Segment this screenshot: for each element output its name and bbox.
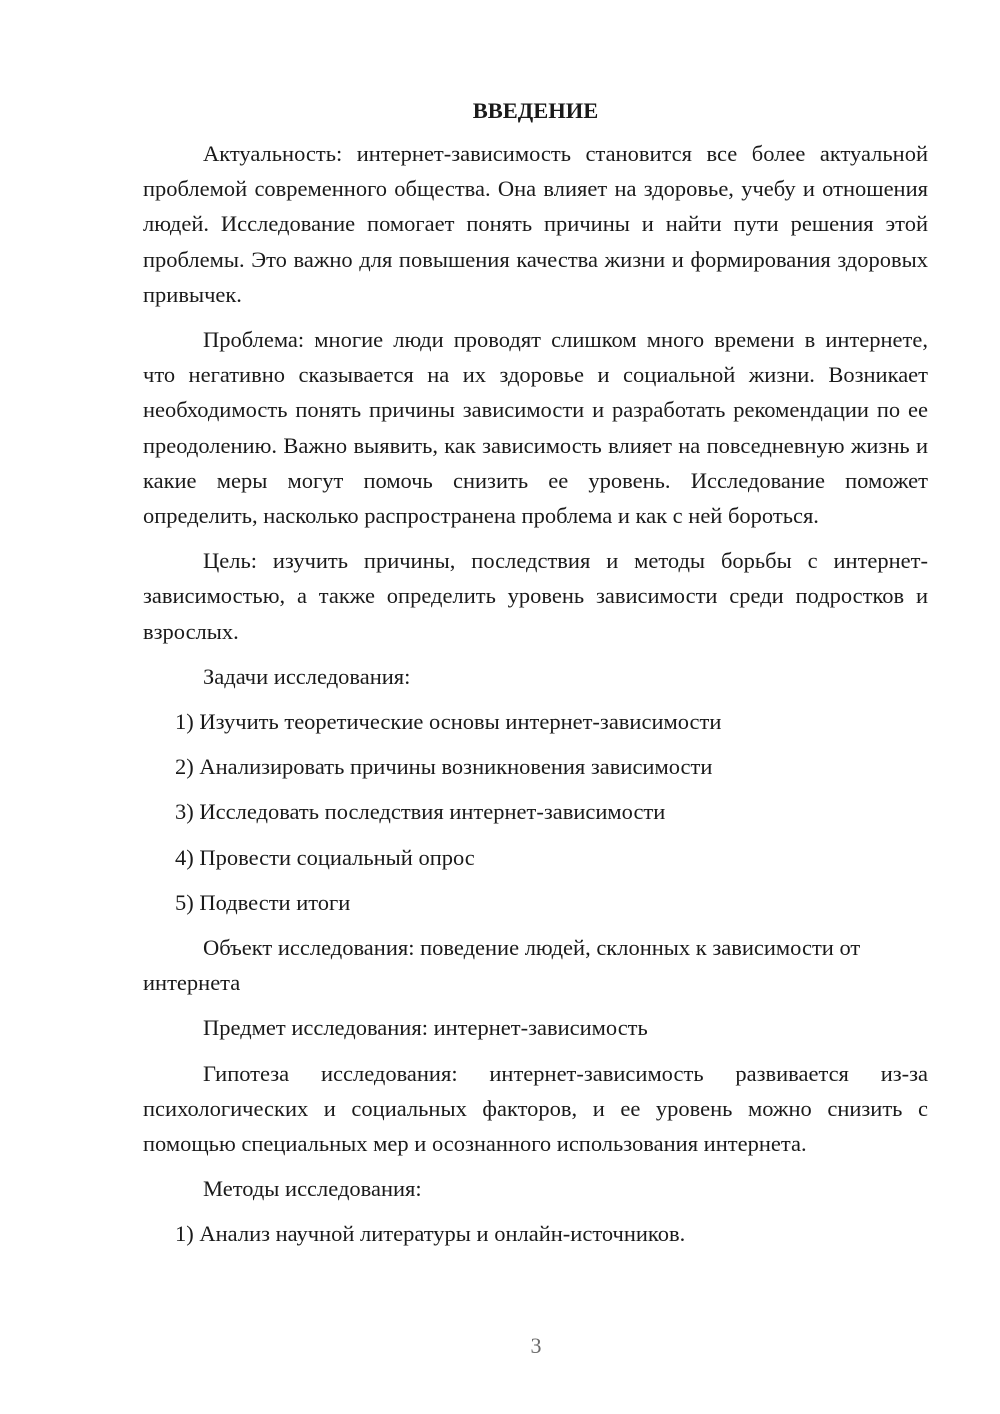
- list-item: 1) Анализ научной литературы и онлайн-источников.: [175, 1221, 686, 1247]
- list-item: 1) Изучить теоретические основы интернет-зависимости: [175, 709, 722, 735]
- methods-title: Методы исследования:: [203, 1176, 422, 1202]
- object-paragraph: Объект исследования: поведение людей, склонных к зависимости от интернета: [143, 935, 861, 996]
- page-content: [143, 96, 928, 1262]
- goal-paragraph: Цель: изучить причины, последствия и методы борьбы с интернет-зависимостью, а также определить уровень зависимости среди подростков и взрослых.: [143, 548, 928, 644]
- list-item: 3) Исследовать последствия интернет-зависимости: [175, 799, 666, 825]
- tasks-list: [143, 704, 928, 920]
- subject-paragraph: Предмет исследования: интернет-зависимость: [203, 1015, 648, 1041]
- section-heading: ВВЕДЕНИЕ: [472, 98, 599, 123]
- list-item: 2) Анализировать причины возникновения зависимости: [175, 754, 713, 780]
- relevance-paragraph: Актуальность: интернет-зависимость становится все более актуальной проблемой современного общества. Она влияет на здоровье, учебу и отношения людей. Исследование помогает понять причины и найти пути решения этой проблемы. Это важно для повышения качества жизни и формирования здоровых привычек.: [143, 141, 928, 307]
- page-number: 3: [530, 1333, 542, 1358]
- list-item: 4) Провести социальный опрос: [175, 844, 475, 870]
- hypothesis-paragraph: Гипотеза исследования: интернет-зависимость развивается из-за психологических и социальных факторов, и ее уровень можно снизить с помощью специальных мер и осознанного использования интернета.: [143, 1060, 928, 1157]
- list-item: 5) Подвести итоги: [175, 889, 351, 915]
- problem-paragraph: Проблема: многие люди проводят слишком много времени в интернете, что негативно сказывается на их здоровье и социальной жизни. Возникает необходимость понять причины зависимости и разработать рекомендации по ее преодолению. Важно выявить, как зависимость влияет на повседневную жизнь и какие меры могут помочь снизить ее уровень. Исследование поможет определить, насколько распространена проблема и как с ней бороться.: [143, 327, 928, 529]
- methods-list: [143, 1216, 928, 1251]
- tasks-title: Задачи исследования:: [203, 663, 411, 689]
